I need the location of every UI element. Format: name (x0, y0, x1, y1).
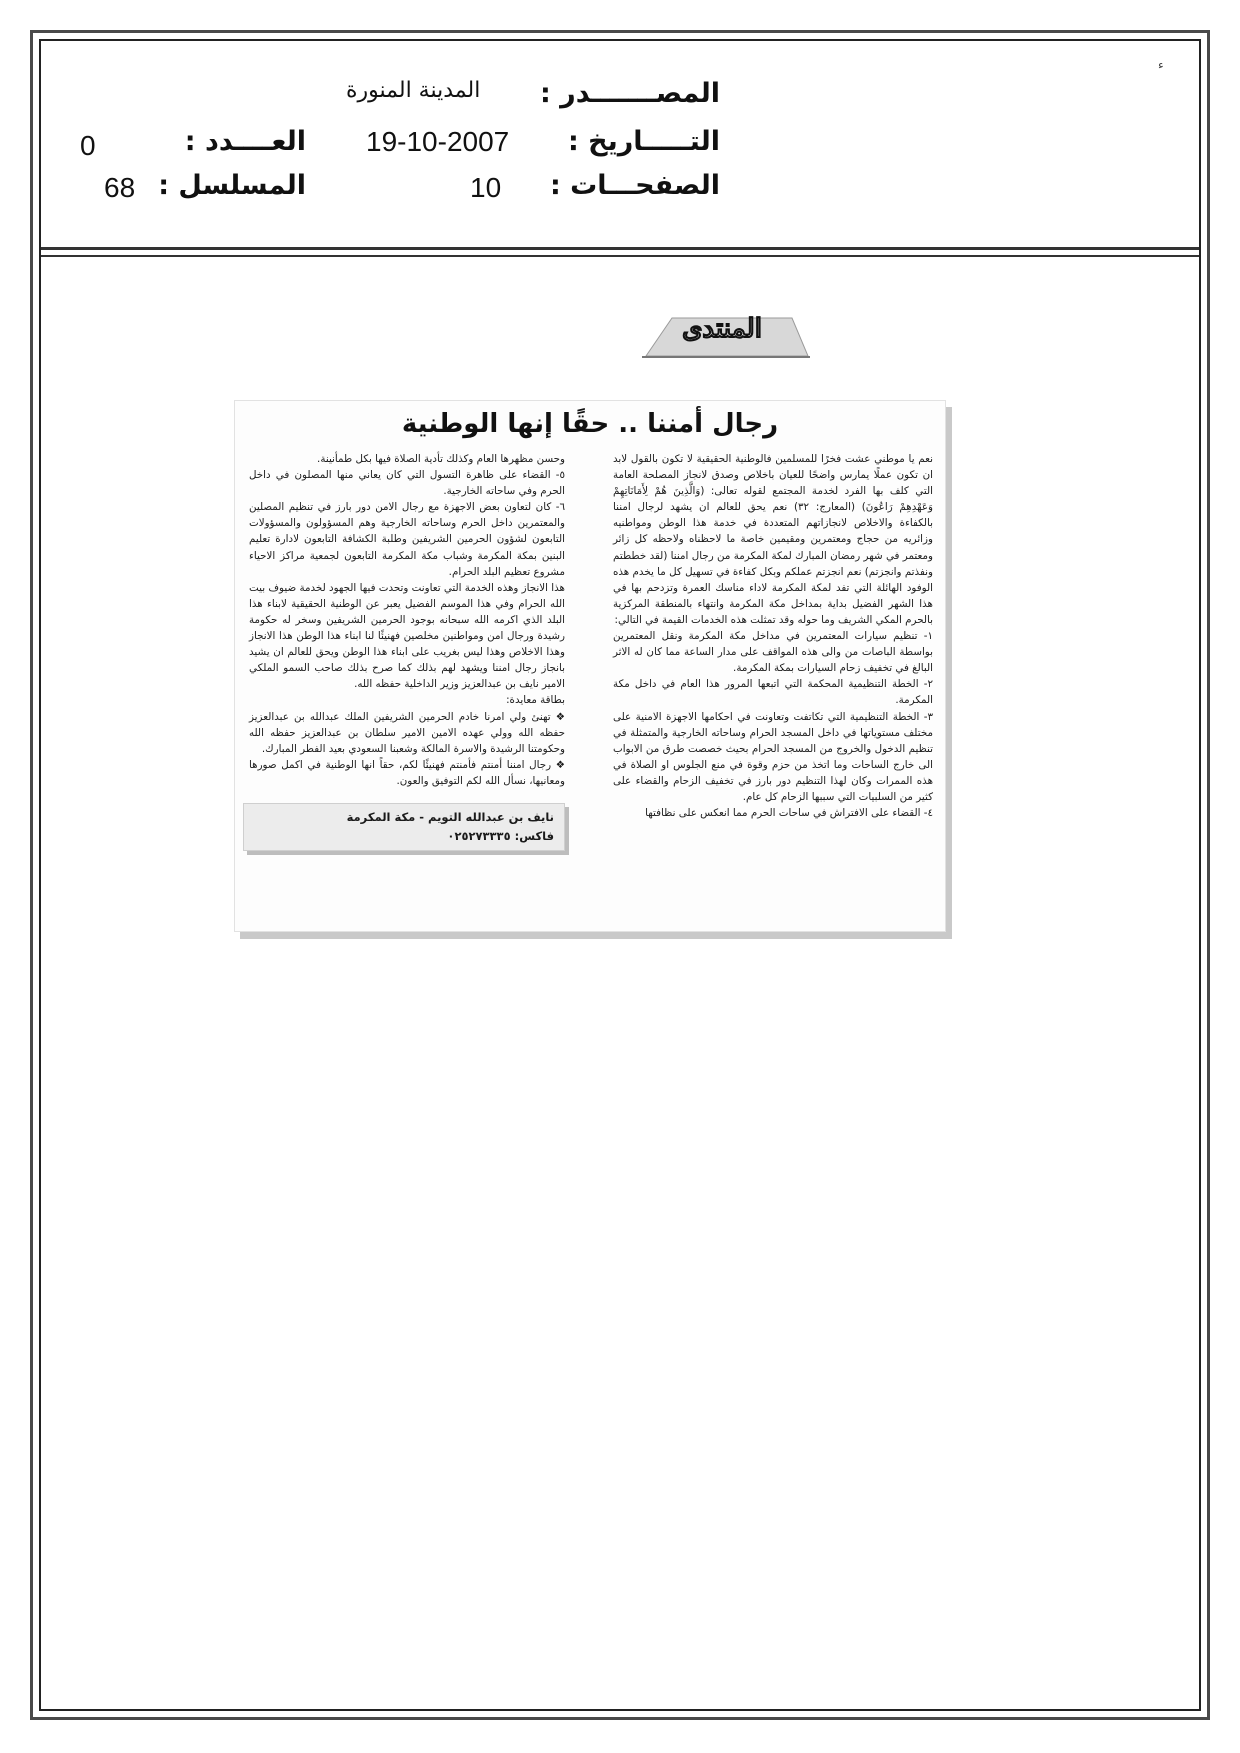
article-paragraph: ٦- كان لتعاون بعض الاجهزة مع رجال الامن دور بارز في تنظيم المصلين والمعتمرين داخل الحرم وساحاته الخارجية وهم المسؤولون والمسؤولات التابعون لشؤون الحرمين الشريفين وطلبة الكشافة التابعون لادارة تعليم البنين بمكة المكرمة وشباب مكة المكرمة التابعون لجمعية مراكز الاحياء مشروع تعظيم البلد الحرام. (249, 501, 565, 578)
article-paragraph: ❖ رجال امننا أمنتم فأمنتم فهنيئًا لكم، حقاً انها الوطنية في اكمل صورها ومعانيها، نسأل الله لكم التوفيق والعون. (249, 758, 565, 787)
article-paragraph: نعم يا موطني عشت فخرًا للمسلمين فالوطنية الحقيقية لا تكون بالقول لابد ان تكون عملًا يمارس واضحًا للعيان باخلاص وصدق لانجاز المصلحة العامة التي كلف بها الفرد لخدمة المجتمع لقوله تعالى: (وَالَّذِينَ هُمْ لِأَمَانَاتِهِمْ وَعَهْدِهِمْ رَاعُونَ) (المعارج: ٣٢) نعم يحق للعالم ان يشهد لرجال امننا بالكفاءة والاخلاص لانجازاتهم المتعددة في خدمة هذا الوطن ومواطنيه وزائريه من حجاج ومعتمرين ومقيمين خاصة ما لاحظناه ولاحظه كل زائر ومعتمر في شهر رمضان المبارك لمكة المكرمة من رجال امننا (لقد خططتم ونفذتم وانجزتم) نعم انجزتم عملكم وبكل كفاءة في تسهيل كل ما يخدم هذه الوفود الهائلة التي تفد لمكة المكرمة لاداء مناسك العمرة وتزدحم بها في هذا الشهر الفضيل بداية بمداخل مكة المكرمة وانتهاء بالمنطقة المركزية بالحرم المكي الشريف وما حوله وقد تمثلت هذه الخدمات القيمة في التالي: (613, 453, 933, 626)
section-title: المنتدى (682, 314, 762, 344)
pages-label: الصفحـــات : (549, 170, 720, 201)
pages-value: 10 (470, 172, 502, 203)
source-value: المدينة المنورة (346, 78, 481, 103)
source-label: المصـــــــدر : (539, 78, 720, 109)
article-title: رجال أمننا .. حقًا إنها الوطنية (401, 409, 779, 439)
article-column-right (613, 451, 933, 821)
corner-mark: ء (1158, 58, 1164, 72)
article-paragraph: هذا الانجاز وهذه الخدمة التي تعاونت وتحدت فيها الجهود لخدمة ضيوف بيت الله الحرام وفي هذا الموسم الفضيل يعبر عن الوطنية الحقيقية لابناء هذا البلد الذي اكرمه الله سبحانه بوجود الحرمين الشريفين وسخر له حكومة رشيدة ورجال امن ومواطنين مخلصين فهنيئًا لنا ابناء هذا الوطن هذا الانجاز وهذا الاخلاص وهذا ليس بغريب على ابناء هذا الوطن ويحق للعالم ان يشيد بانجاز رجال امننا ويشهد لهم بذلك كما صرح بذلك صاحب السمو الملكي الامير نايف بن عبدالعزيز وزير الداخلية حفظه الله. (249, 581, 565, 691)
article-paragraph: ٥- القضاء على ظاهرة التسول التي كان يعاني منها المصلون في داخل الحرم وفي ساحاته الخارجية. (249, 469, 565, 498)
date-label: التـــــاريخ : (567, 126, 720, 157)
article-paragraph: ٢- الخطة التنظيمية المحكمة التي اتبعها المرور هذا العام في داخل مكة المكرمة. (613, 678, 933, 707)
issue-value: 0 (80, 130, 96, 161)
article-paragraph: ٤- القضاء على الافتراش في ساحات الحرم مما انعكس على نظافتها (645, 807, 933, 820)
signature-fax: فاكس: ٠٢٥٢٧٣٣٣٥ (447, 828, 554, 843)
serial-value: 68 (104, 172, 136, 203)
article-paragraph: وحسن مظهرها العام وكذلك تأدية الصلاة فيها بكل طمأنينة. (317, 453, 565, 465)
signature-box (243, 803, 565, 851)
header-separator (41, 247, 1199, 257)
article-paragraph: ٣- الخطة التنظيمية التي تكاتفت وتعاونت في احكامها الاجهزة الامنية على مختلف مستوياتها في داخل المسجد الحرام وساحاته الخارجية والمتمثلة في تنظيم الدخول والخروج من المسجد الحرام بحيث خصصت طرق من الابواب الى خارج الساحات وما اتخذ من حزم وقوة في منع الجلوس او الصلاة في هذه الممرات وكان لهذا التنظيم دور بارز في تخفيف الزحام والقضاء على كثير من السلبيات التي سببها الزحام كل عام. (613, 710, 933, 803)
article-column-left (249, 451, 565, 851)
serial-label: المسلسل : (158, 170, 306, 201)
article-paragraph: ❖ تهنئ ولي امرنا خادم الحرمين الشريفين الملك عبدالله بن عبدالعزيز حفظه الله وولي عهده الامين الامير سلطان بن عبدالعزيز حفظه الله وحكومتنا الرشيدة والاسرة المالكة وشعبنا السعودي بعيد الفطر المبارك. (249, 710, 565, 755)
issue-label: العــــدد : (184, 126, 306, 157)
article-paragraph: ١- تنظيم سيارات المعتمرين في مداخل مكة المكرمة ونقل المعتمرين بواسطة الباصات من والى هذه المواقف على مدار الساعة مما كان له الاثر البالغ في تخفيف زحام السيارات بمكة المكرمة. (613, 630, 933, 675)
signature-name: نايف بن عبدالله التويم - مكة المكرمة (346, 809, 554, 824)
article-paragraph: بطاقة معايدة: (506, 694, 565, 707)
article-clipping (234, 400, 946, 932)
date-value: 19-10-2007 (366, 126, 510, 157)
